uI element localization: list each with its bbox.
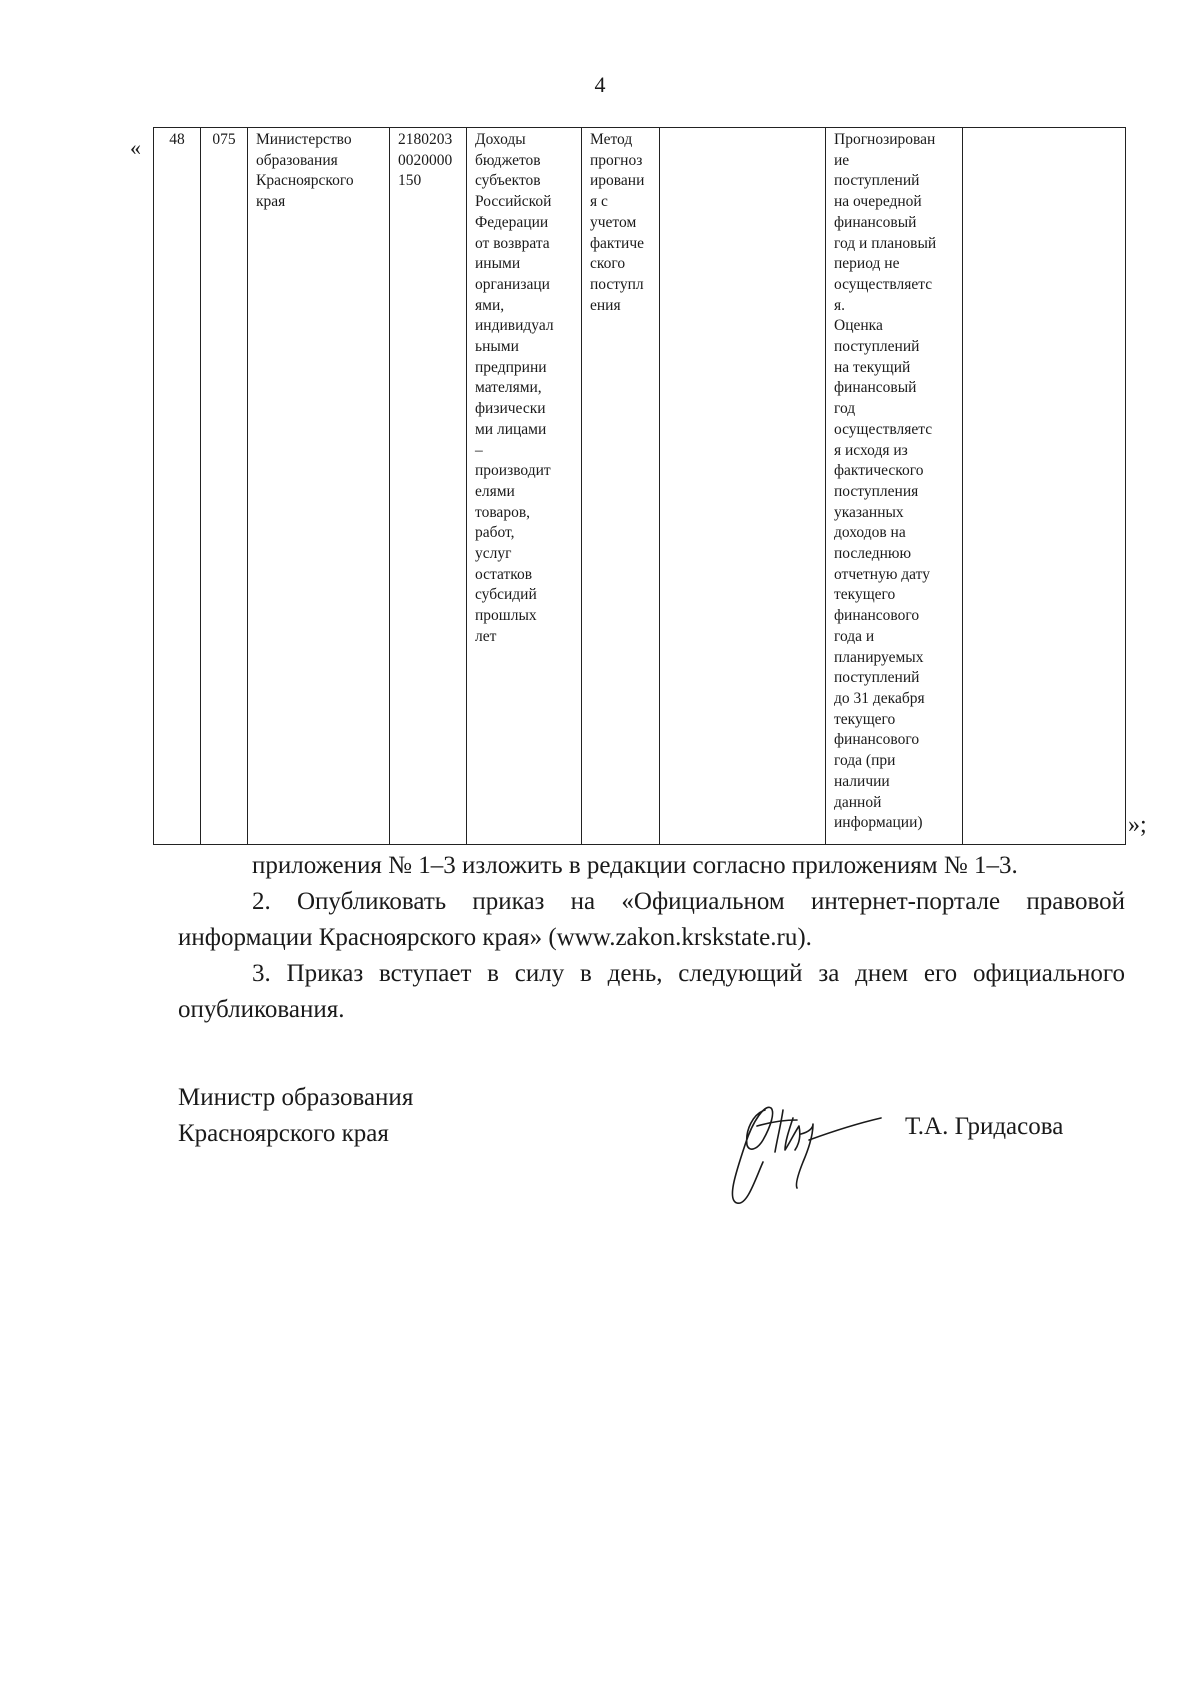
closing-quote: »;: [1128, 812, 1147, 838]
signer-position: [178, 1080, 413, 1152]
table-row: [154, 128, 1126, 845]
page-number: 4: [594, 72, 606, 97]
cell-formula: [660, 128, 826, 845]
signer-name: Т.А. Гридасова: [905, 1113, 1064, 1140]
revenue-table: [153, 127, 1126, 845]
opening-quote: «: [130, 135, 141, 160]
cell-row-number: 48: [154, 128, 201, 845]
signer-position-line-1: Министр образования: [178, 1084, 414, 1111]
paragraph-3-line-2: опубликования.: [178, 996, 345, 1023]
paragraph-3-line-1: 3. Приказ вступает в силу в день, следующий за днем его официального: [252, 960, 1125, 987]
cell-income-name: Доходы бюджетов субъектов Российской Федерации от возврата иными организаци ями, индивидуал ьными предприни мателями, физически ми лицами – производит елями товаров, работ, услуг остатков субсидий прошлых лет: [467, 128, 582, 845]
cell-kbk-code: 2180203 0020000 150: [390, 128, 467, 845]
paragraph-2-line-2: информации Красноярского края» (www.zakon.krskstate.ru).: [178, 924, 812, 951]
cell-admin-code: 075: [201, 128, 248, 845]
handwritten-signature: [705, 1090, 885, 1210]
cell-algorithm: Прогнозирован ие поступлений на очередной финансовый год и плановый период не осуществляетс я. Оценка поступлений на текущий финансовый год осуществляетс я исходя из фактического поступления указанных доходов на последнюю отчетную дату текущего финансового года и планируемых поступлений до 31 декабря текущего финансового года (при наличии данной информации): [826, 128, 963, 845]
cell-forecast-method: Метод прогноз ировани я с учетом фактиче ского поступл ения: [582, 128, 660, 845]
paragraph-1: приложения № 1–3 изложить в редакции согласно приложениям № 1–3.: [252, 852, 1018, 879]
signer-position-line-2: Красноярского края: [178, 1120, 389, 1147]
cell-description: [963, 128, 1126, 845]
cell-administrator: Министерство образования Красноярского края: [248, 128, 390, 845]
paragraph-2-line-1: 2. Опубликовать приказ на «Официальном интернет-портале правовой: [252, 888, 1125, 915]
